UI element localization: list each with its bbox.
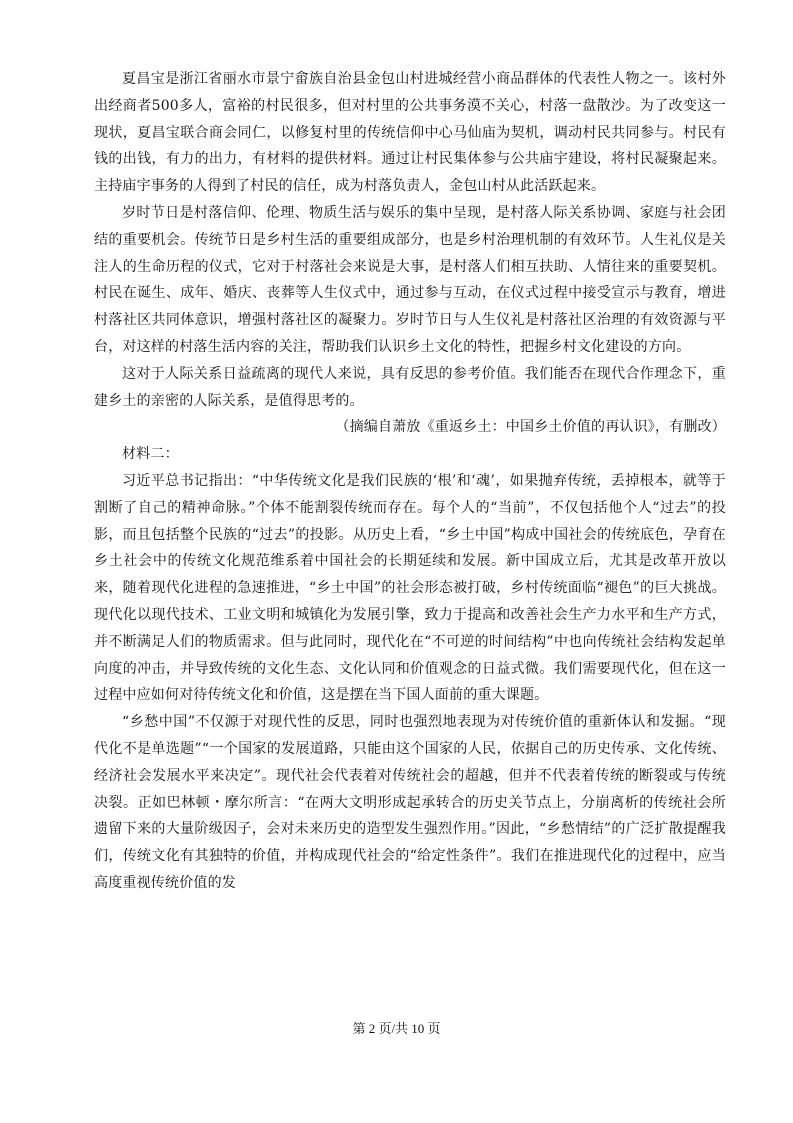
document-body [94,66,726,897]
page-footer: 第 2 页/共 10 页 [352,1021,441,1036]
paragraph-2: 岁时节日是村落信仰、伦理、物质生活与娱乐的集中呈现，是村落人际关系协调、家庭与社会团结的重要机会。传统节日是乡村生活的重要组成部分，也是乡村治理机制的有效环节。人生礼仪是关注人的生命历程的仪式，它对于村落社会来说是大事，是村落人们相互扶助、人情往来的重要契机。村民在诞生、成年、婚庆、丧葬等人生仪式中，通过参与互动，在仪式过程中接受宣示与教育，增进村落社区共同体意识，增强村落社区的凝聚力。岁时节日与人生仪礼是村落社区治理的有效资源与平台，对这样的村落生活内容的关注，帮助我们认识乡土文化的特性，把握乡村文化建设的方向。 [94,204,726,355]
section-label: 材料二： [122,446,179,463]
paragraph-3: 这对于人际关系日益疏离的现代人来说，具有反思的参考价值。我们能否在现代合作理念下，重建乡土的亲密的人际关系，是值得思考的。 [94,365,726,409]
paragraph-1: 夏昌宝是浙江省丽水市景宁畲族自治县金包山村进城经营小商品群体的代表性人物之一。该村外出经商者500多人，富裕的村民很多，但对村里的公共事务漠不关心，村落一盘散沙。为了改变这一现状，夏昌宝联合商会同仁，以修复村里的传统信仰中心马仙庙为契机，调动村民共同参与。村民有钱的出钱，有力的出力，有材料的提供材料。通过让村民集体参与公共庙宇建设，将村民凝聚起来。主持庙宇事务的人得到了村民的信任，成为村落负责人，金包山村从此活跃起来。 [94,71,726,195]
paragraph-5: “乡愁中国”不仅源于对现代性的反思，同时也强烈地表现为对传统价值的重新体认和发掘。“现代化不是单选题”“一个国家的发展道路，只能由这个国家的人民，依据自己的历史传承、文化传统、经济社会发展水平来决定”。现代社会代表着对传统社会的超越，但并不代表着传统的断裂或与传统决裂。正如巴林顿・摩尔所言：“在两大文明形成起承转合的历史关节点上，分崩离析的传统社会所遗留下来的大量阶级因子，会对未来历史的造型发生强烈作用。”因此，“乡愁情结”的广泛扩散提醒我们，传统文化有其独特的价值，并构成现代社会的“给定性条件”。我们在推进现代化的过程中，应当高度重视传统价值的发 [94,714,726,891]
paragraph-4: 习近平总书记指出：“中华传统文化是我们民族的‘根’和‘魂’，如果抛弃传统，丢掉根本，就等于割断了自己的精神命脉。”个体不能割裂传统而存在。每个人的“当前”，不仅包括他个人“过去”的投影，而且包括整个民族的“过去”的投影。从历史上看，“乡土中国”构成中国社会的传统底色，孕育在乡土社会中的传统文化规范维系着中国社会的长期延续和发展。新中国成立后，尤其是改革开放以来，随着现代化进程的急速推进，“乡土中国”的社会形态被打破，乡村传统面临“褪色”的巨大挑战。现代化以现代技术、工业文明和城镇化为发展引擎，致力于提高和改善社会生产力水平和生产方式，并不断满足人们的物质需求。但与此同时，现代化在“不可逆的时间结构”中也向传统社会结构发起单向度的冲击，并导致传统的文化生态、文化认同和价值观念的日益式微。我们需要现代化，但在这一过程中应如何对待传统文化和价值，这是摆在当下国人面前的重大课题。 [94,472,726,704]
source-citation: （摘编自萧放《重返乡土：中国乡土价值的再认识》，有删改） [335,419,726,436]
